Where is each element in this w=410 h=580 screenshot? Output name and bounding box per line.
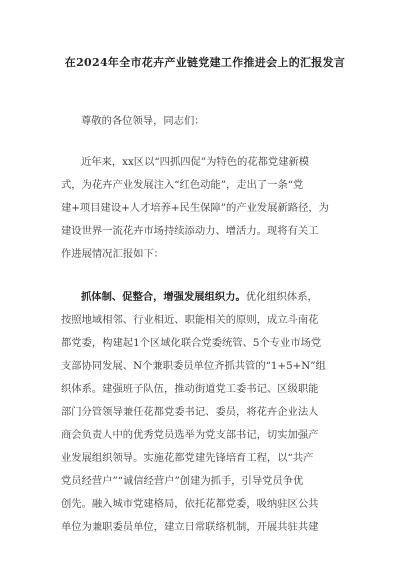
section-line: 党员经营户”“诚信经营户”创建为抓手，引导党员争优 [61,475,304,487]
page-title: 在2024年全市花卉产业链党建工作推进会上的汇报发言 [64,56,346,69]
section-line: 创先。融入城市党建格局，依托花都党委，吸纳驻区公共 [61,498,319,510]
section-line: 都党委，构建起1个区域化联合党委统管、5个专业市场党 [61,337,322,349]
section-line: 支部协同发展、N个兼职委员单位齐抓共管的“1+5+N”组 [61,360,326,372]
intro-line: 建+项目建设+人才培养+民生保障”的产业发展新路径，为 [61,202,329,214]
section-heading: 抓体制、促整合，增强发展组织力。 [81,291,246,303]
section-line: 部门分管领导兼任花都党委书记、委员，将花卉企业法人 [61,406,319,418]
section-line: 业发展组织领导。实施花都党建先锋培育工程，以“共产 [61,452,314,464]
intro-line: 式，为花卉产业发展注入“红色动能”，走出了一条“党 [61,179,304,191]
section-line: 按照地域相邻、行业相近、职能相关的原则，成立斗南花 [61,314,319,326]
section-first-line [81,290,318,304]
intro-line: 建设世界一流花卉市场持续添动力、增活力。现将有关工 [61,225,319,237]
section-line: 商会负责人中的优秀党员选举为党支部书记，切实加强产 [61,429,319,441]
salutation: 尊敬的各位领导，同志们： [81,115,205,127]
section-line: 单位为兼职委员单位，建立日常联络机制，开展共驻共建 [61,521,319,533]
intro-line: 近年来，xx区以“四抓四促”为特色的花都党建新模 [81,156,310,168]
section-line: 织体系。建强班子队伍，推动街道党工委书记、区级职能 [61,383,319,395]
intro-line: 作进展情况汇报如下： [61,248,164,260]
section-text: 优化组织体系， [245,291,318,303]
